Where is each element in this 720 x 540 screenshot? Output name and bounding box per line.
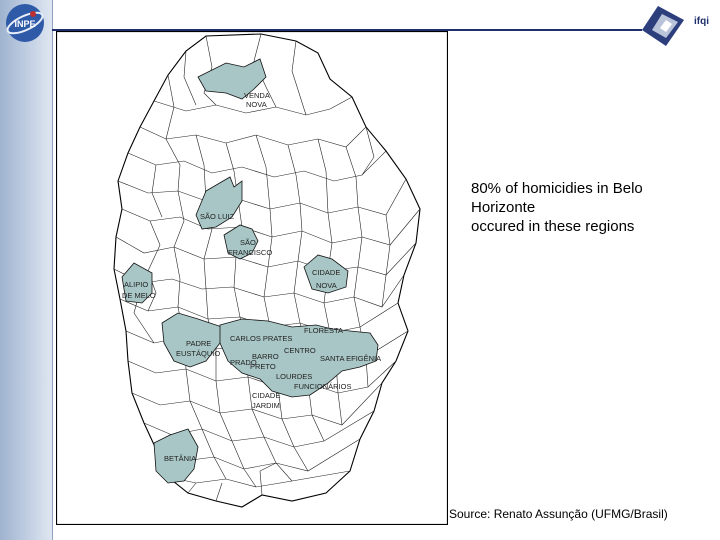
label-sao-francisco: SÃO xyxy=(240,238,256,247)
inpe-logo xyxy=(4,2,46,44)
sidebar-gradient xyxy=(0,0,52,540)
label-floresta: FLORESTA xyxy=(304,326,344,335)
caption-line-1: 80% of homicidies in Belo xyxy=(471,180,643,197)
label-betania: BETÂNIA xyxy=(164,454,197,463)
label-barro-2: PRETO xyxy=(250,362,276,371)
label-prado: PRADO xyxy=(230,358,257,367)
sidebar-divider xyxy=(52,0,53,540)
caption-line-3: occured in these regions xyxy=(471,218,635,235)
caption-line-2: Horizonte xyxy=(471,199,536,216)
caption xyxy=(471,179,711,236)
label-cidade-nova: CIDADE xyxy=(312,268,341,277)
label-venda-nova: VENDA xyxy=(244,91,270,100)
source-credit: Source: Renato Assunção (UFMG/Brasil) xyxy=(449,507,668,521)
label-padre-2: EUSTÁQUIO xyxy=(176,349,221,358)
label-santa-efigenia: SANTA EFIGÊNIA xyxy=(320,354,382,363)
label-lourdes: LOURDES xyxy=(276,372,313,381)
label-centro: CENTRO xyxy=(284,346,316,355)
ifqi-logo-icon xyxy=(640,2,692,52)
svg-text:INPE: INPE xyxy=(14,19,36,29)
label-barro: BARRO xyxy=(252,352,279,361)
label-venda-nova-2: NOVA xyxy=(246,100,267,109)
label-funcionarios: FUNCIONÁRIOS xyxy=(294,382,352,391)
label-alipio: ALIPIO xyxy=(124,280,149,289)
label-carlos-prates: CARLOS PRATES xyxy=(230,334,293,343)
label-padre: PADRE xyxy=(186,339,212,348)
label-sao-luiz: SÃO LUIZ xyxy=(200,212,235,221)
label-cidade-jardim: CIDADE xyxy=(252,391,281,400)
belo-horizonte-map xyxy=(56,31,448,525)
label-alipio-2: DE MELO xyxy=(122,291,156,300)
label-sao-francisco-2: FRANCISCO xyxy=(228,248,273,257)
label-cidade-jardim-2: JARDIM xyxy=(252,401,280,410)
label-cidade-nova-2: NOVA xyxy=(316,281,337,290)
ifqi-logo-text: ifqi xyxy=(694,16,709,27)
